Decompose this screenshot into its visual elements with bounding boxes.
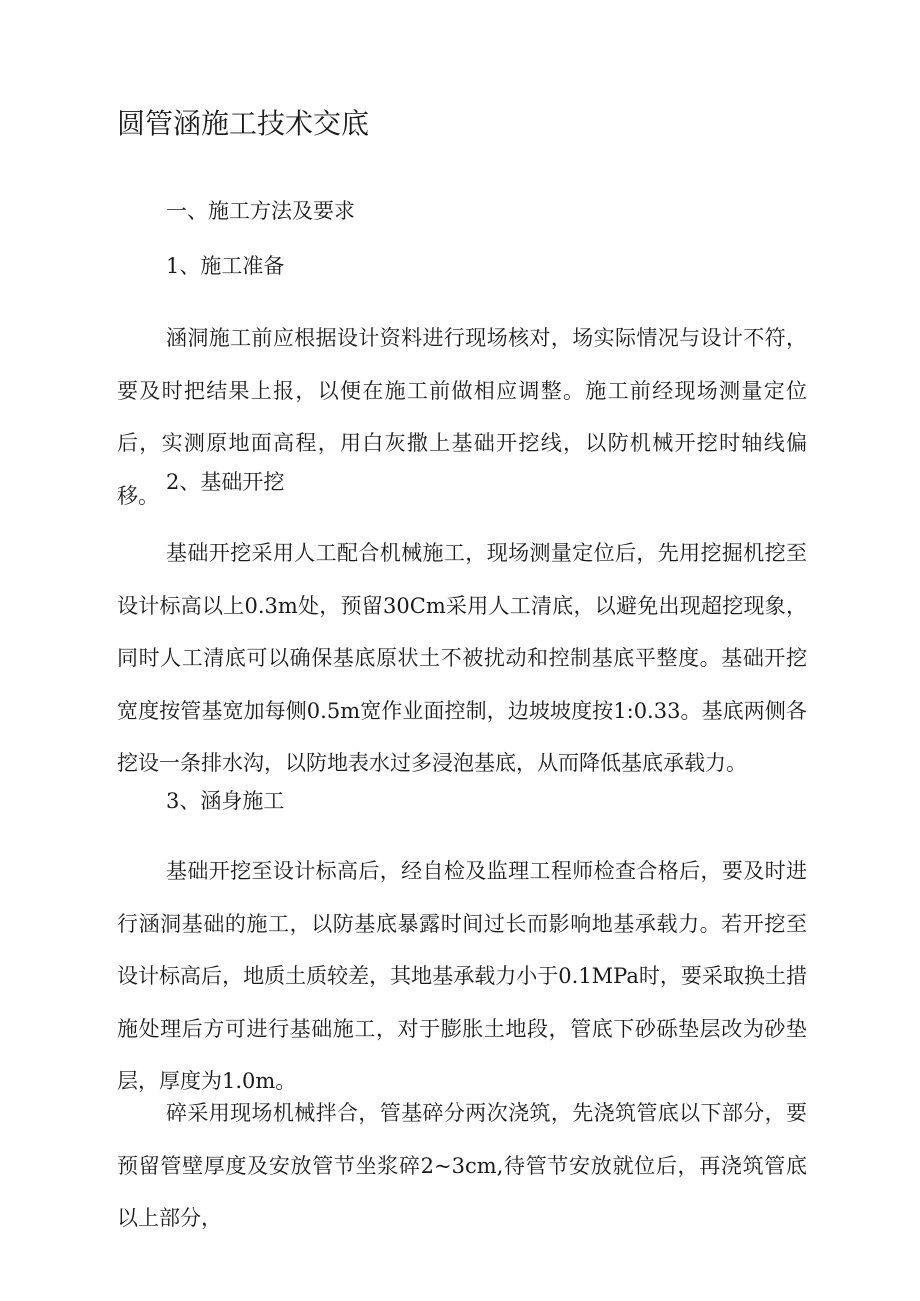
subsection-heading-culvert-body: 3、涵身施工 bbox=[166, 789, 285, 813]
document-title: 圆管涵施工技术交底 bbox=[117, 107, 370, 140]
paragraph-excavation: 基础开挖采用人工配合机械施工，现场测量定位后，先用挖掘机挖至设计标高以上0.3m处，预留30Cm采用人工清底，以避免出现超挖现象，同时人工清底可以确保基底原状土不被扰动和控制基底平整度。基础开挖宽度按管基宽加每侧0.5m宽作业面控制，边坡坡度按1:0.33。基底两侧各挖设一条排水沟，以防地表水过多浸泡基底，从而降低基底承载力。 bbox=[117, 541, 807, 775]
paragraph-culvert-body-foundation: 基础开挖至设计标高后，经自检及监理工程师检查合格后，要及时进行涵洞基础的施工，以防基底暴露时间过长而影响地基承载力。若开挖至设计标高后，地质土质较差，其地基承载力小于0.1MPa时，要采取换土措施处理后方可进行基础施工，对于膨胀土地段，管底下砂砾垫层改为砂垫层，厚度为1.0m。 bbox=[117, 859, 807, 1093]
paragraph-preparation: 涵洞施工前应根据设计资料进行现场核对，场实际情况与设计不符，要及时把结果上报，以便在施工前做相应调整。施工前经现场测量定位后，实测原地面高程，用白灰撒上基础开挖线，以防机械开挖时轴线偏移。 bbox=[117, 326, 807, 508]
paragraph-concrete-pouring: 碎采用现场机械拌合，管基碎分两次浇筑，先浇筑管底以下部分，要预留管壁厚度及安放管节坐浆碎2~3cm,待管节安放就位后，再浇筑管底以上部分， bbox=[117, 1101, 807, 1230]
section-heading-construction-methods: 一、施工方法及要求 bbox=[166, 199, 355, 223]
subsection-heading-excavation: 2、基础开挖 bbox=[166, 470, 285, 494]
subsection-heading-preparation: 1、施工准备 bbox=[166, 254, 285, 278]
